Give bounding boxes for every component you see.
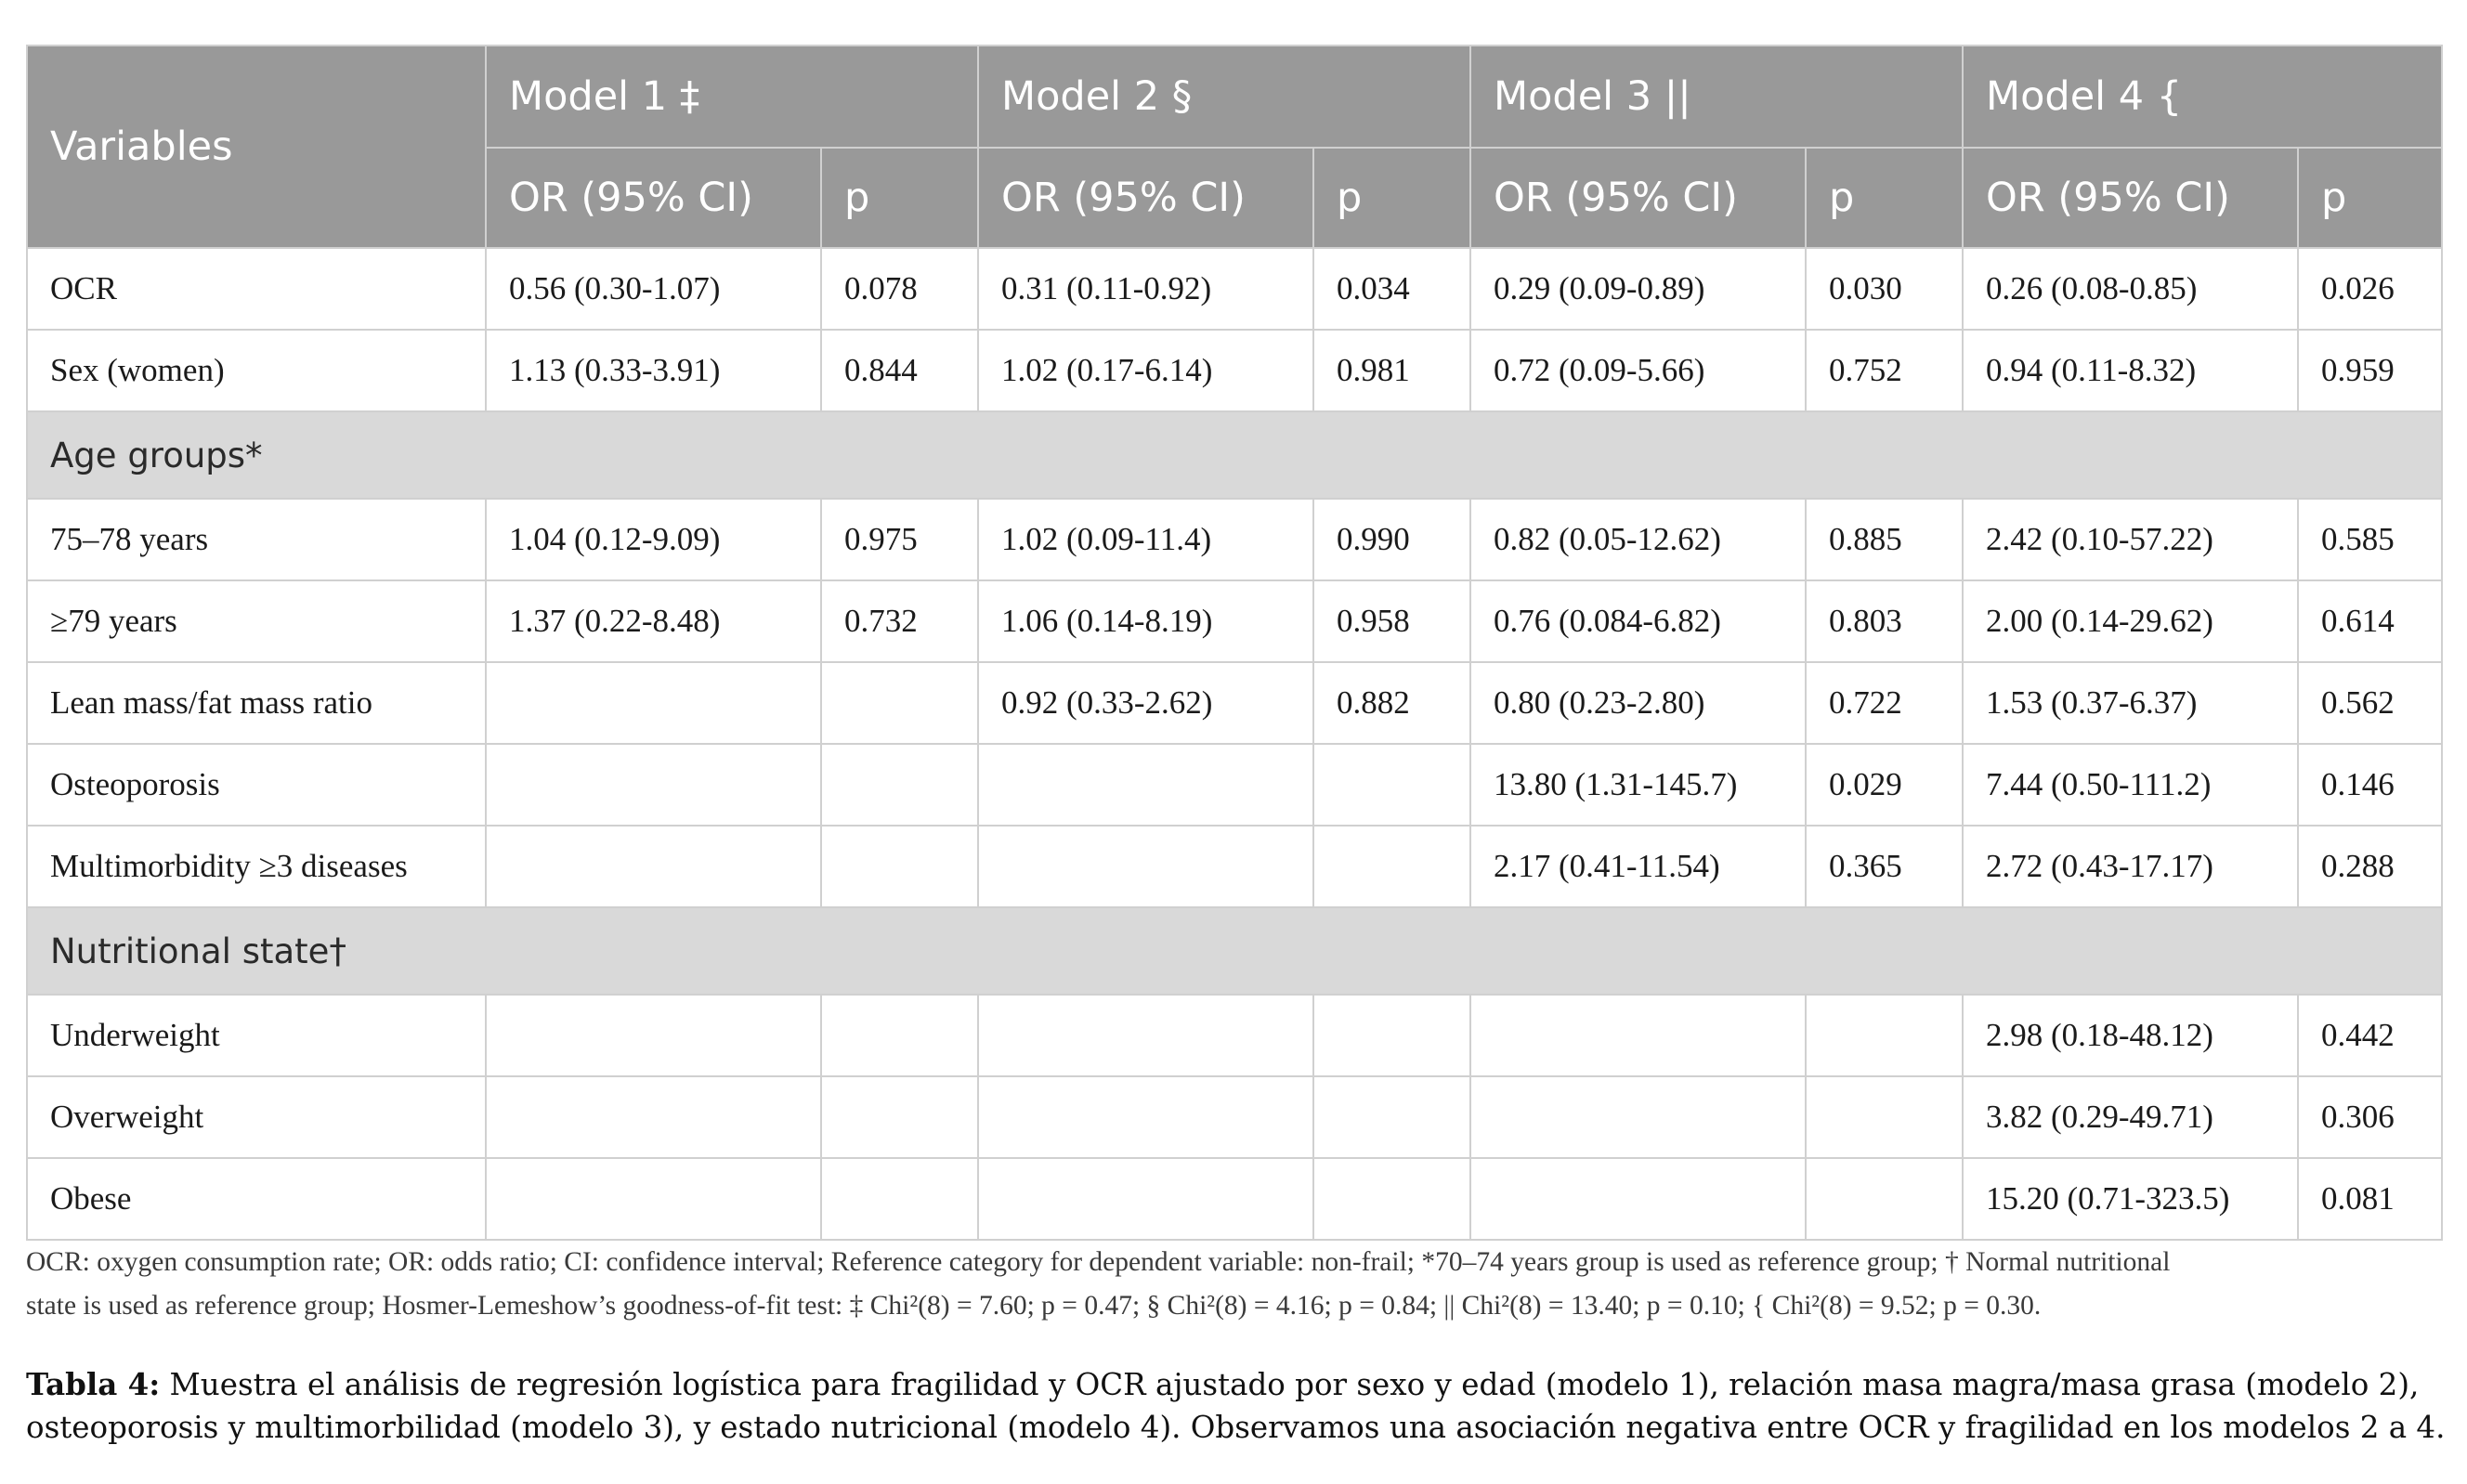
table-row — [27, 826, 2442, 907]
p-value-cell: 0.030 — [1806, 248, 1963, 330]
header-p: p — [1313, 148, 1470, 248]
or-ci-cell: 0.72 (0.09-5.66) — [1470, 330, 1806, 411]
or-ci-cell — [486, 1076, 821, 1158]
or-ci-cell: 0.76 (0.084-6.82) — [1470, 580, 1806, 662]
p-value-cell: 0.990 — [1313, 499, 1470, 580]
p-value-cell: 0.081 — [2298, 1158, 2442, 1240]
or-ci-cell — [978, 1158, 1313, 1240]
or-ci-cell: 0.94 (0.11-8.32) — [1963, 330, 2298, 411]
table-row — [27, 662, 2442, 744]
or-ci-cell: 2.17 (0.41-11.54) — [1470, 826, 1806, 907]
p-value-cell: 0.885 — [1806, 499, 1963, 580]
header-or-ci: OR (95% CI) — [486, 148, 821, 248]
p-value-cell: 0.078 — [821, 248, 978, 330]
header-model-4: Model 4 { — [1963, 46, 2442, 148]
p-value-cell — [1313, 744, 1470, 826]
p-value-cell: 0.585 — [2298, 499, 2442, 580]
header-p: p — [2298, 148, 2442, 248]
row-label: Sex (women) — [27, 330, 486, 411]
or-ci-cell — [486, 744, 821, 826]
table-caption — [26, 1363, 2446, 1449]
or-ci-cell: 1.06 (0.14-8.19) — [978, 580, 1313, 662]
table-row — [27, 995, 2442, 1076]
or-ci-cell: 2.42 (0.10-57.22) — [1963, 499, 2298, 580]
or-ci-cell: 1.37 (0.22-8.48) — [486, 580, 821, 662]
or-ci-cell — [486, 995, 821, 1076]
p-value-cell: 0.562 — [2298, 662, 2442, 744]
p-value-cell: 0.306 — [2298, 1076, 2442, 1158]
p-value-cell: 0.981 — [1313, 330, 1470, 411]
row-label: ≥79 years — [27, 580, 486, 662]
or-ci-cell — [978, 1076, 1313, 1158]
row-label: Underweight — [27, 995, 486, 1076]
p-value-cell: 0.752 — [1806, 330, 1963, 411]
p-value-cell — [821, 744, 978, 826]
header-p: p — [821, 148, 978, 248]
p-value-cell: 0.365 — [1806, 826, 1963, 907]
results-table-container — [26, 45, 2441, 1241]
or-ci-cell: 2.72 (0.43-17.17) — [1963, 826, 2298, 907]
header-model-1: Model 1 ‡ — [486, 46, 978, 148]
p-value-cell: 0.146 — [2298, 744, 2442, 826]
p-value-cell: 0.614 — [2298, 580, 2442, 662]
row-label: OCR — [27, 248, 486, 330]
or-ci-cell: 1.13 (0.33-3.91) — [486, 330, 821, 411]
or-ci-cell — [1470, 1158, 1806, 1240]
or-ci-cell: 0.92 (0.33-2.62) — [978, 662, 1313, 744]
table-row — [27, 1158, 2442, 1240]
or-ci-cell: 1.53 (0.37-6.37) — [1963, 662, 2298, 744]
caption-text-1: Muestra el análisis de regresión logística para fragilidad y OCR ajustado por sexo y edad (modelo 1), relación masa magra/masa grasa (modelo 2), — [160, 1367, 2420, 1402]
p-value-cell: 0.722 — [1806, 662, 1963, 744]
p-value-cell — [1313, 1076, 1470, 1158]
or-ci-cell: 0.82 (0.05-12.62) — [1470, 499, 1806, 580]
caption-label: Tabla 4: — [26, 1366, 161, 1402]
p-value-cell — [1313, 826, 1470, 907]
or-ci-cell — [978, 744, 1313, 826]
p-value-cell: 0.034 — [1313, 248, 1470, 330]
p-value-cell — [821, 826, 978, 907]
p-value-cell: 0.288 — [2298, 826, 2442, 907]
or-ci-cell: 0.56 (0.30-1.07) — [486, 248, 821, 330]
or-ci-cell — [486, 662, 821, 744]
table-header — [27, 46, 2442, 248]
or-ci-cell: 1.04 (0.12-9.09) — [486, 499, 821, 580]
or-ci-cell — [978, 826, 1313, 907]
p-value-cell — [1806, 1158, 1963, 1240]
p-value-cell — [821, 1076, 978, 1158]
table-body — [27, 248, 2442, 1240]
or-ci-cell: 0.26 (0.08-0.85) — [1963, 248, 2298, 330]
logistic-regression-table — [26, 45, 2443, 1241]
section-row — [27, 411, 2442, 499]
p-value-cell — [821, 1158, 978, 1240]
or-ci-cell — [486, 826, 821, 907]
or-ci-cell — [486, 1158, 821, 1240]
caption-line-2: osteoporosis y multimorbilidad (modelo 3), y estado nutricional (modelo 4). Observamos una asociación negativa entre OCR y fragilidad en los modelos 2 a 4. — [26, 1410, 2446, 1445]
footnote-line-2: state is used as reference group; Hosmer-Lemeshow’s goodness-of-fit test: ‡ Chi²(8) = 7.60; p = 0.47; § Chi²(8) = 4.16; p = 0.84; || Chi²(8) = 13.40; p = 0.10; { Chi²(8) = 9.52; p = 0.30. — [26, 1291, 2042, 1321]
row-label: Multimorbidity ≥3 diseases — [27, 826, 486, 907]
header-or-ci: OR (95% CI) — [1963, 148, 2298, 248]
table-footnote — [26, 1241, 2441, 1328]
p-value-cell — [821, 995, 978, 1076]
p-value-cell — [1806, 1076, 1963, 1158]
or-ci-cell: 1.02 (0.09-11.4) — [978, 499, 1313, 580]
table-row — [27, 744, 2442, 826]
or-ci-cell: 15.20 (0.71-323.5) — [1963, 1158, 2298, 1240]
table-row — [27, 1076, 2442, 1158]
section-label: Age groups* — [27, 411, 2442, 499]
row-label: 75–78 years — [27, 499, 486, 580]
p-value-cell — [1806, 995, 1963, 1076]
p-value-cell: 0.803 — [1806, 580, 1963, 662]
p-value-cell: 0.975 — [821, 499, 978, 580]
header-variables: Variables — [27, 46, 486, 248]
section-row — [27, 907, 2442, 995]
table-row — [27, 580, 2442, 662]
header-or-ci: OR (95% CI) — [978, 148, 1313, 248]
p-value-cell: 0.029 — [1806, 744, 1963, 826]
table-row — [27, 499, 2442, 580]
p-value-cell: 0.882 — [1313, 662, 1470, 744]
header-or-ci: OR (95% CI) — [1470, 148, 1806, 248]
or-ci-cell: 0.80 (0.23-2.80) — [1470, 662, 1806, 744]
or-ci-cell: 0.31 (0.11-0.92) — [978, 248, 1313, 330]
p-value-cell: 0.844 — [821, 330, 978, 411]
or-ci-cell: 3.82 (0.29-49.71) — [1963, 1076, 2298, 1158]
header-model-3: Model 3 || — [1470, 46, 1963, 148]
p-value-cell: 0.959 — [2298, 330, 2442, 411]
table-row — [27, 248, 2442, 330]
p-value-cell — [1313, 1158, 1470, 1240]
p-value-cell: 0.442 — [2298, 995, 2442, 1076]
or-ci-cell — [1470, 1076, 1806, 1158]
table-row — [27, 330, 2442, 411]
p-value-cell — [1313, 995, 1470, 1076]
or-ci-cell: 2.98 (0.18-48.12) — [1963, 995, 2298, 1076]
row-label: Obese — [27, 1158, 486, 1240]
row-label: Lean mass/fat mass ratio — [27, 662, 486, 744]
or-ci-cell: 2.00 (0.14-29.62) — [1963, 580, 2298, 662]
footnote-line-1: OCR: oxygen consumption rate; OR: odds ratio; CI: confidence interval; Reference category for dependent variable: non-frail; *70–74 years group is used as reference group; † Normal nutritional — [26, 1247, 2171, 1277]
header-p: p — [1806, 148, 1963, 248]
section-label: Nutritional state† — [27, 907, 2442, 995]
or-ci-cell: 1.02 (0.17-6.14) — [978, 330, 1313, 411]
or-ci-cell — [1470, 995, 1806, 1076]
or-ci-cell: 7.44 (0.50-111.2) — [1963, 744, 2298, 826]
p-value-cell — [821, 662, 978, 744]
caption-line-1 — [26, 1363, 2441, 1406]
row-label: Overweight — [27, 1076, 486, 1158]
header-model-2: Model 2 § — [978, 46, 1470, 148]
p-value-cell: 0.026 — [2298, 248, 2442, 330]
or-ci-cell: 13.80 (1.31-145.7) — [1470, 744, 1806, 826]
row-label: Osteoporosis — [27, 744, 486, 826]
p-value-cell: 0.732 — [821, 580, 978, 662]
or-ci-cell — [978, 995, 1313, 1076]
p-value-cell: 0.958 — [1313, 580, 1470, 662]
or-ci-cell: 0.29 (0.09-0.89) — [1470, 248, 1806, 330]
